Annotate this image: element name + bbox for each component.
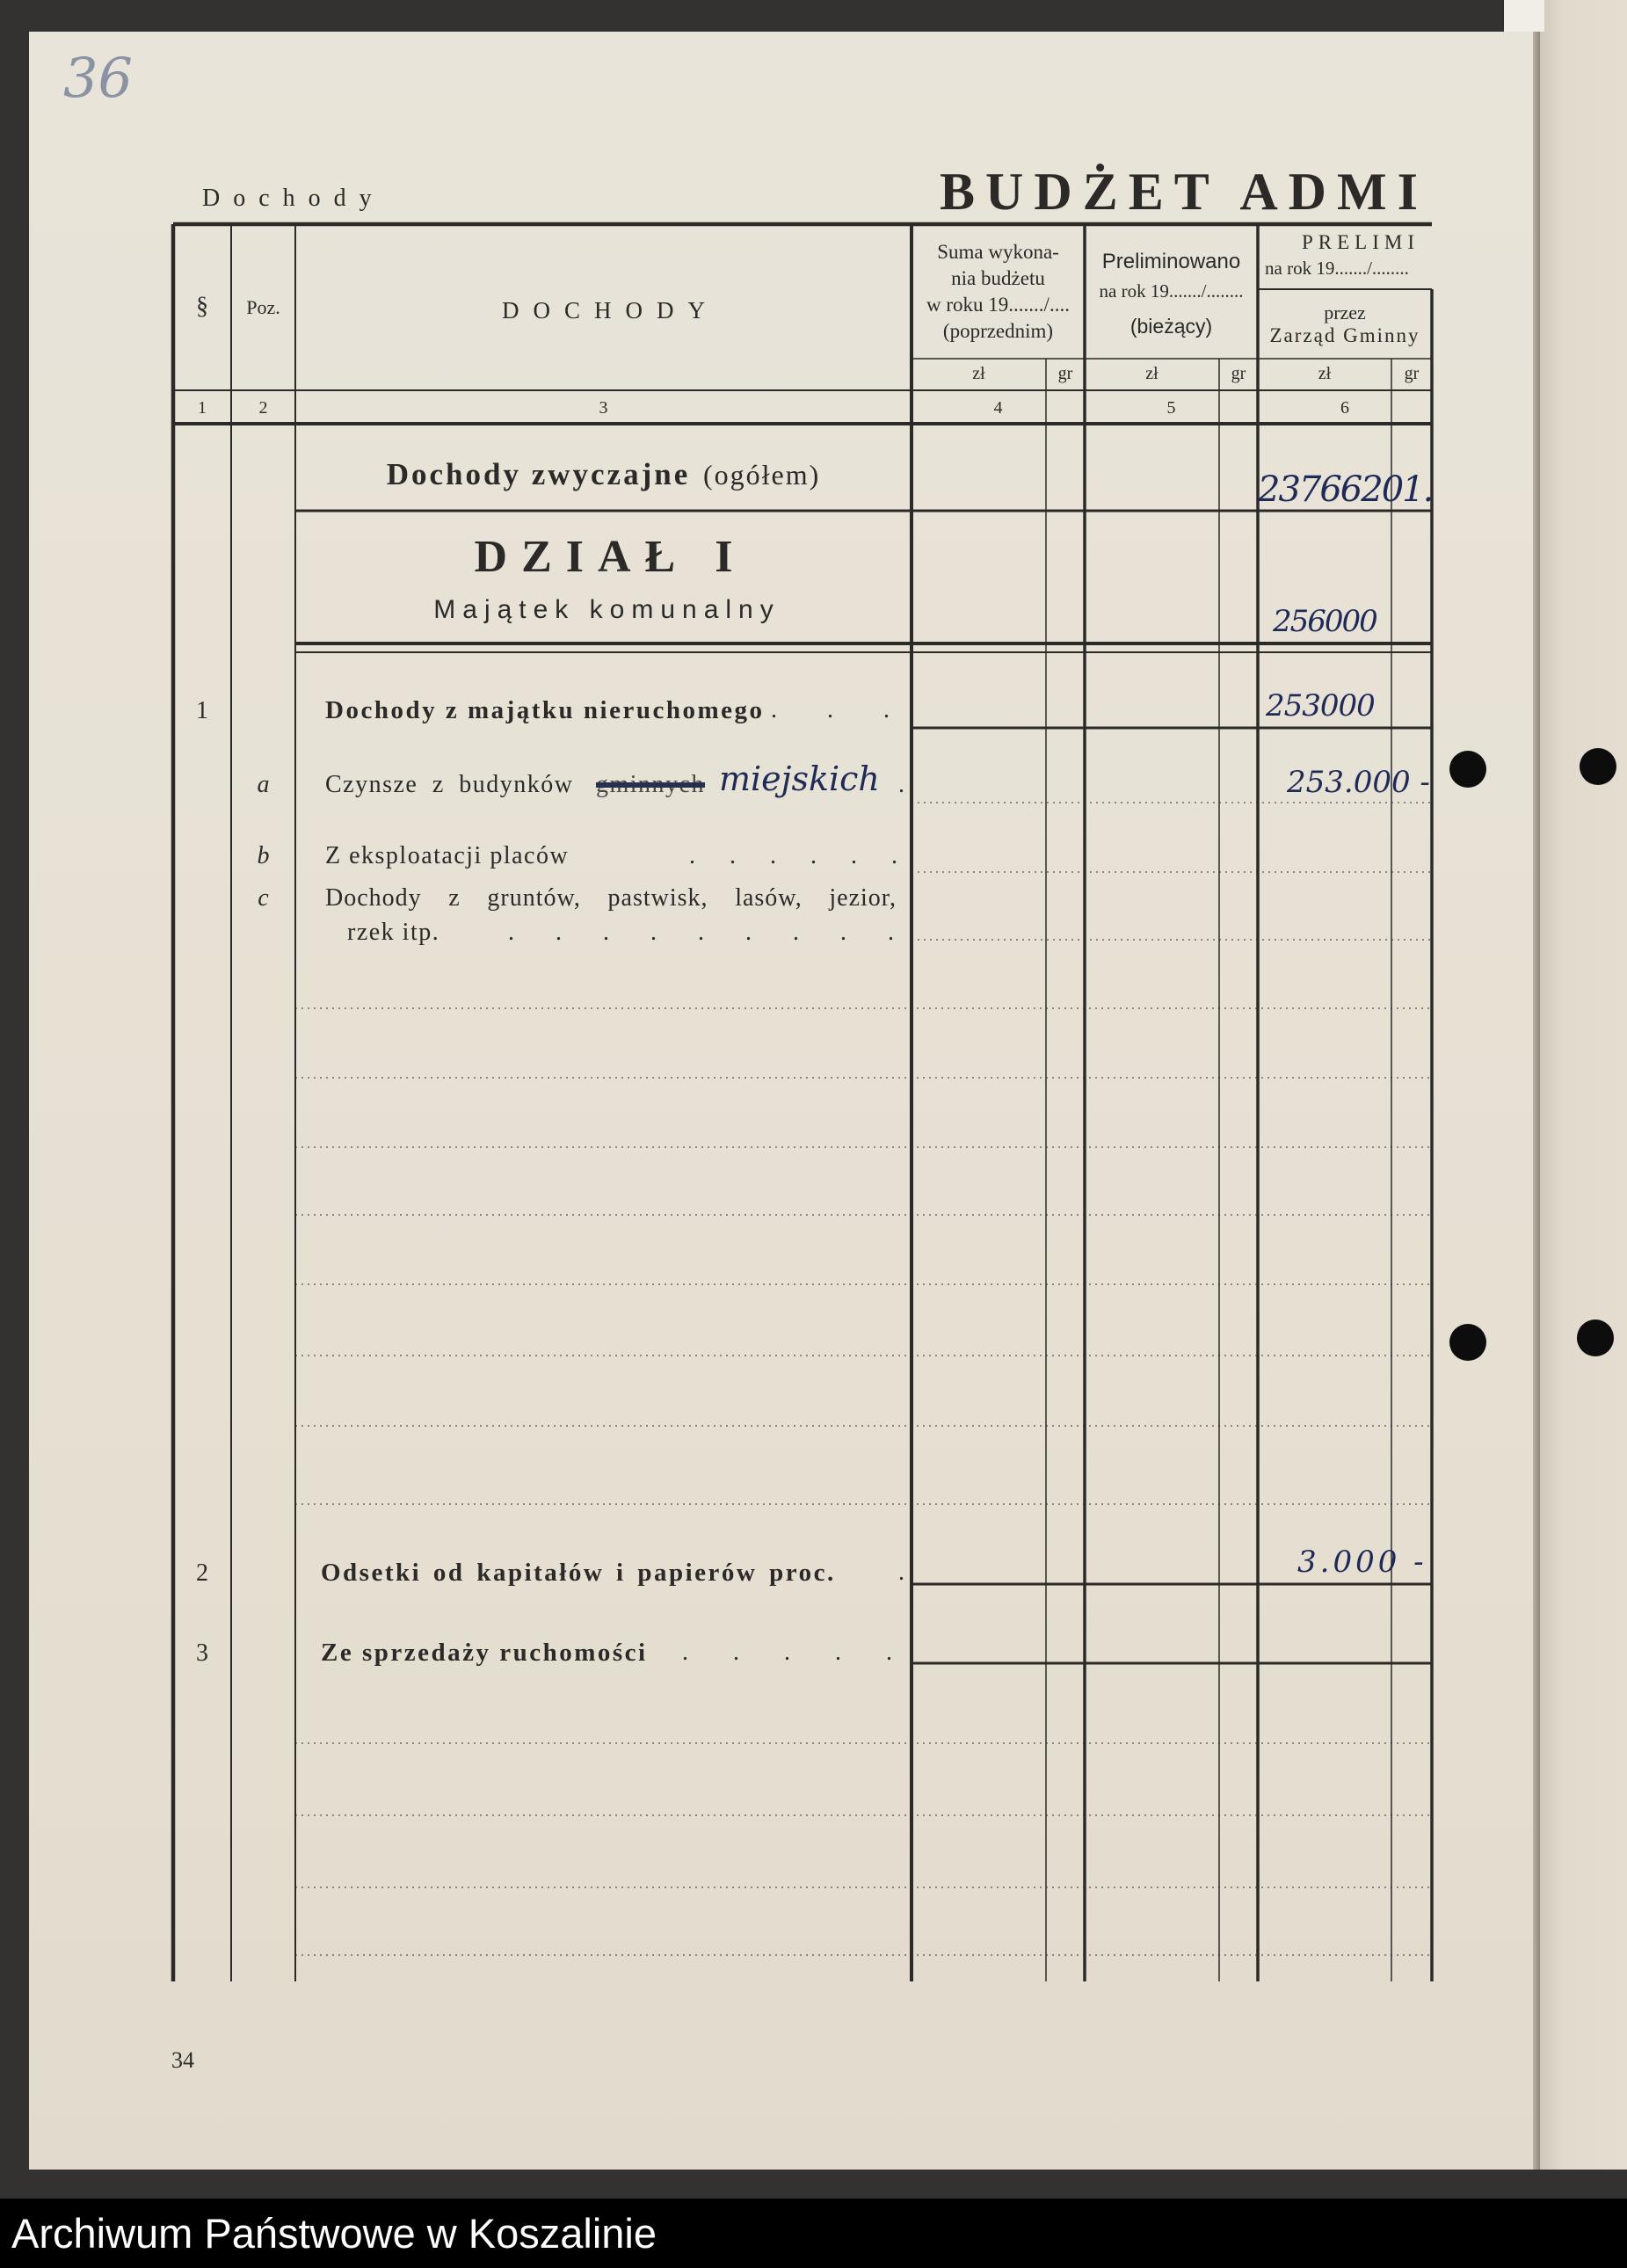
item-1c-label-line2: rzek itp.	[347, 919, 440, 946]
col-header-planned-line: (bieżący)	[1129, 315, 1213, 338]
col-number: 3	[599, 398, 608, 418]
item-1c-label-line1: Dochody z gruntów, pastwisk, lasów, jezior,	[325, 884, 897, 912]
archive-banner-text: Archiwum Państwowe w Koszalinie	[11, 2210, 657, 2257]
col-number: 5	[1166, 398, 1176, 418]
item-2-label: Odsetki od kapitałów i papierów proc.	[321, 1559, 836, 1587]
punch-hole	[1449, 751, 1486, 788]
unit-zl: zł	[1318, 364, 1332, 383]
unit-gr: gr	[1231, 364, 1246, 383]
section-label: Dochody	[202, 185, 385, 212]
col-header-executed-line: w roku 19......./....	[926, 294, 1070, 316]
col-header-section: §	[196, 293, 208, 320]
page-number: 34	[171, 2047, 194, 2073]
item-3-section-number: 3	[196, 1639, 208, 1667]
punch-hole	[1577, 1319, 1614, 1356]
unit-gr: gr	[1057, 364, 1073, 383]
punch-hole	[1449, 1324, 1486, 1361]
total-row-label	[295, 459, 912, 490]
item-1a-struck-word: gminnych	[596, 771, 705, 798]
punch-hole	[1580, 748, 1616, 785]
total-label: Dochody zwyczajne	[386, 457, 691, 491]
col-header-income: DOCHODY	[502, 297, 719, 323]
col-header-proposed-line: PRELIMI	[1302, 231, 1420, 253]
col-header-proposed-by-line: Zarząd Gminny	[1269, 324, 1420, 346]
col-header-executed-line: Suma wykona-	[937, 241, 1059, 263]
item-1c-position: c	[258, 884, 269, 912]
unit-gr: gr	[1404, 364, 1420, 383]
col-header-proposed-by-line: przez	[1324, 302, 1366, 323]
pencil-folio-number: 36	[63, 46, 133, 110]
col-number: 2	[258, 398, 268, 418]
col-number: 6	[1340, 398, 1349, 418]
col-header-executed	[912, 239, 1085, 345]
item-1-amount-handwritten: 253000	[1266, 688, 1375, 723]
unit-zl: zł	[1145, 364, 1159, 383]
item-2-leader: .	[898, 1559, 912, 1586]
item-3-label: Ze sprzedaży ruchomości	[321, 1639, 648, 1667]
col-number: 4	[993, 398, 1003, 418]
item-1a-leader: .	[898, 771, 912, 798]
item-1b-label: Z eksploatacji placów	[325, 842, 570, 869]
col-header-planned-line: na rok 19......./........	[1099, 280, 1244, 302]
item-1c-leader: . . . . . . . . .	[508, 919, 912, 946]
unit-zl: zł	[972, 364, 985, 383]
division-subtitle: Majątek komunalny	[433, 595, 781, 624]
col-number: 1	[198, 398, 207, 418]
item-2-amount-handwritten: 3.000 -	[1297, 1545, 1427, 1580]
item-3-leader: . . . . .	[682, 1639, 912, 1666]
item-1-label: Dochody z majątku nieruchomego	[325, 696, 765, 724]
col-header-proposed-line: na rok 19......./........	[1265, 258, 1409, 279]
item-1a-inserted-word-handwritten: miejskich	[719, 760, 880, 798]
division-title: DZIAŁ I	[474, 532, 747, 582]
page-title: BUDŻET ADMI	[940, 163, 1428, 221]
archive-banner	[0, 2199, 1627, 2268]
item-1a-label: Czynsze z budynków	[325, 771, 574, 798]
item-1a-position: a	[257, 771, 270, 798]
item-1b-leader: . . . . . .	[689, 842, 912, 869]
total-qualifier: (ogółem)	[702, 459, 821, 491]
col-header-position: Poz.	[246, 296, 280, 318]
item-1-section-number: 1	[196, 697, 208, 724]
item-1b-position: b	[257, 842, 270, 869]
col-header-executed-line: (poprzednim)	[942, 320, 1054, 342]
item-2-section-number: 2	[196, 1559, 208, 1587]
total-amount-handwritten: 23766201.	[1258, 469, 1433, 510]
col-header-executed-line: nia budżetu	[951, 267, 1045, 289]
item-1-leader: . . .	[771, 696, 912, 723]
item-1a-amount-handwritten: 253.000 -	[1287, 765, 1430, 800]
division-amount-handwritten: 256000	[1273, 604, 1376, 639]
col-header-planned-line: Preliminowano	[1101, 250, 1241, 273]
